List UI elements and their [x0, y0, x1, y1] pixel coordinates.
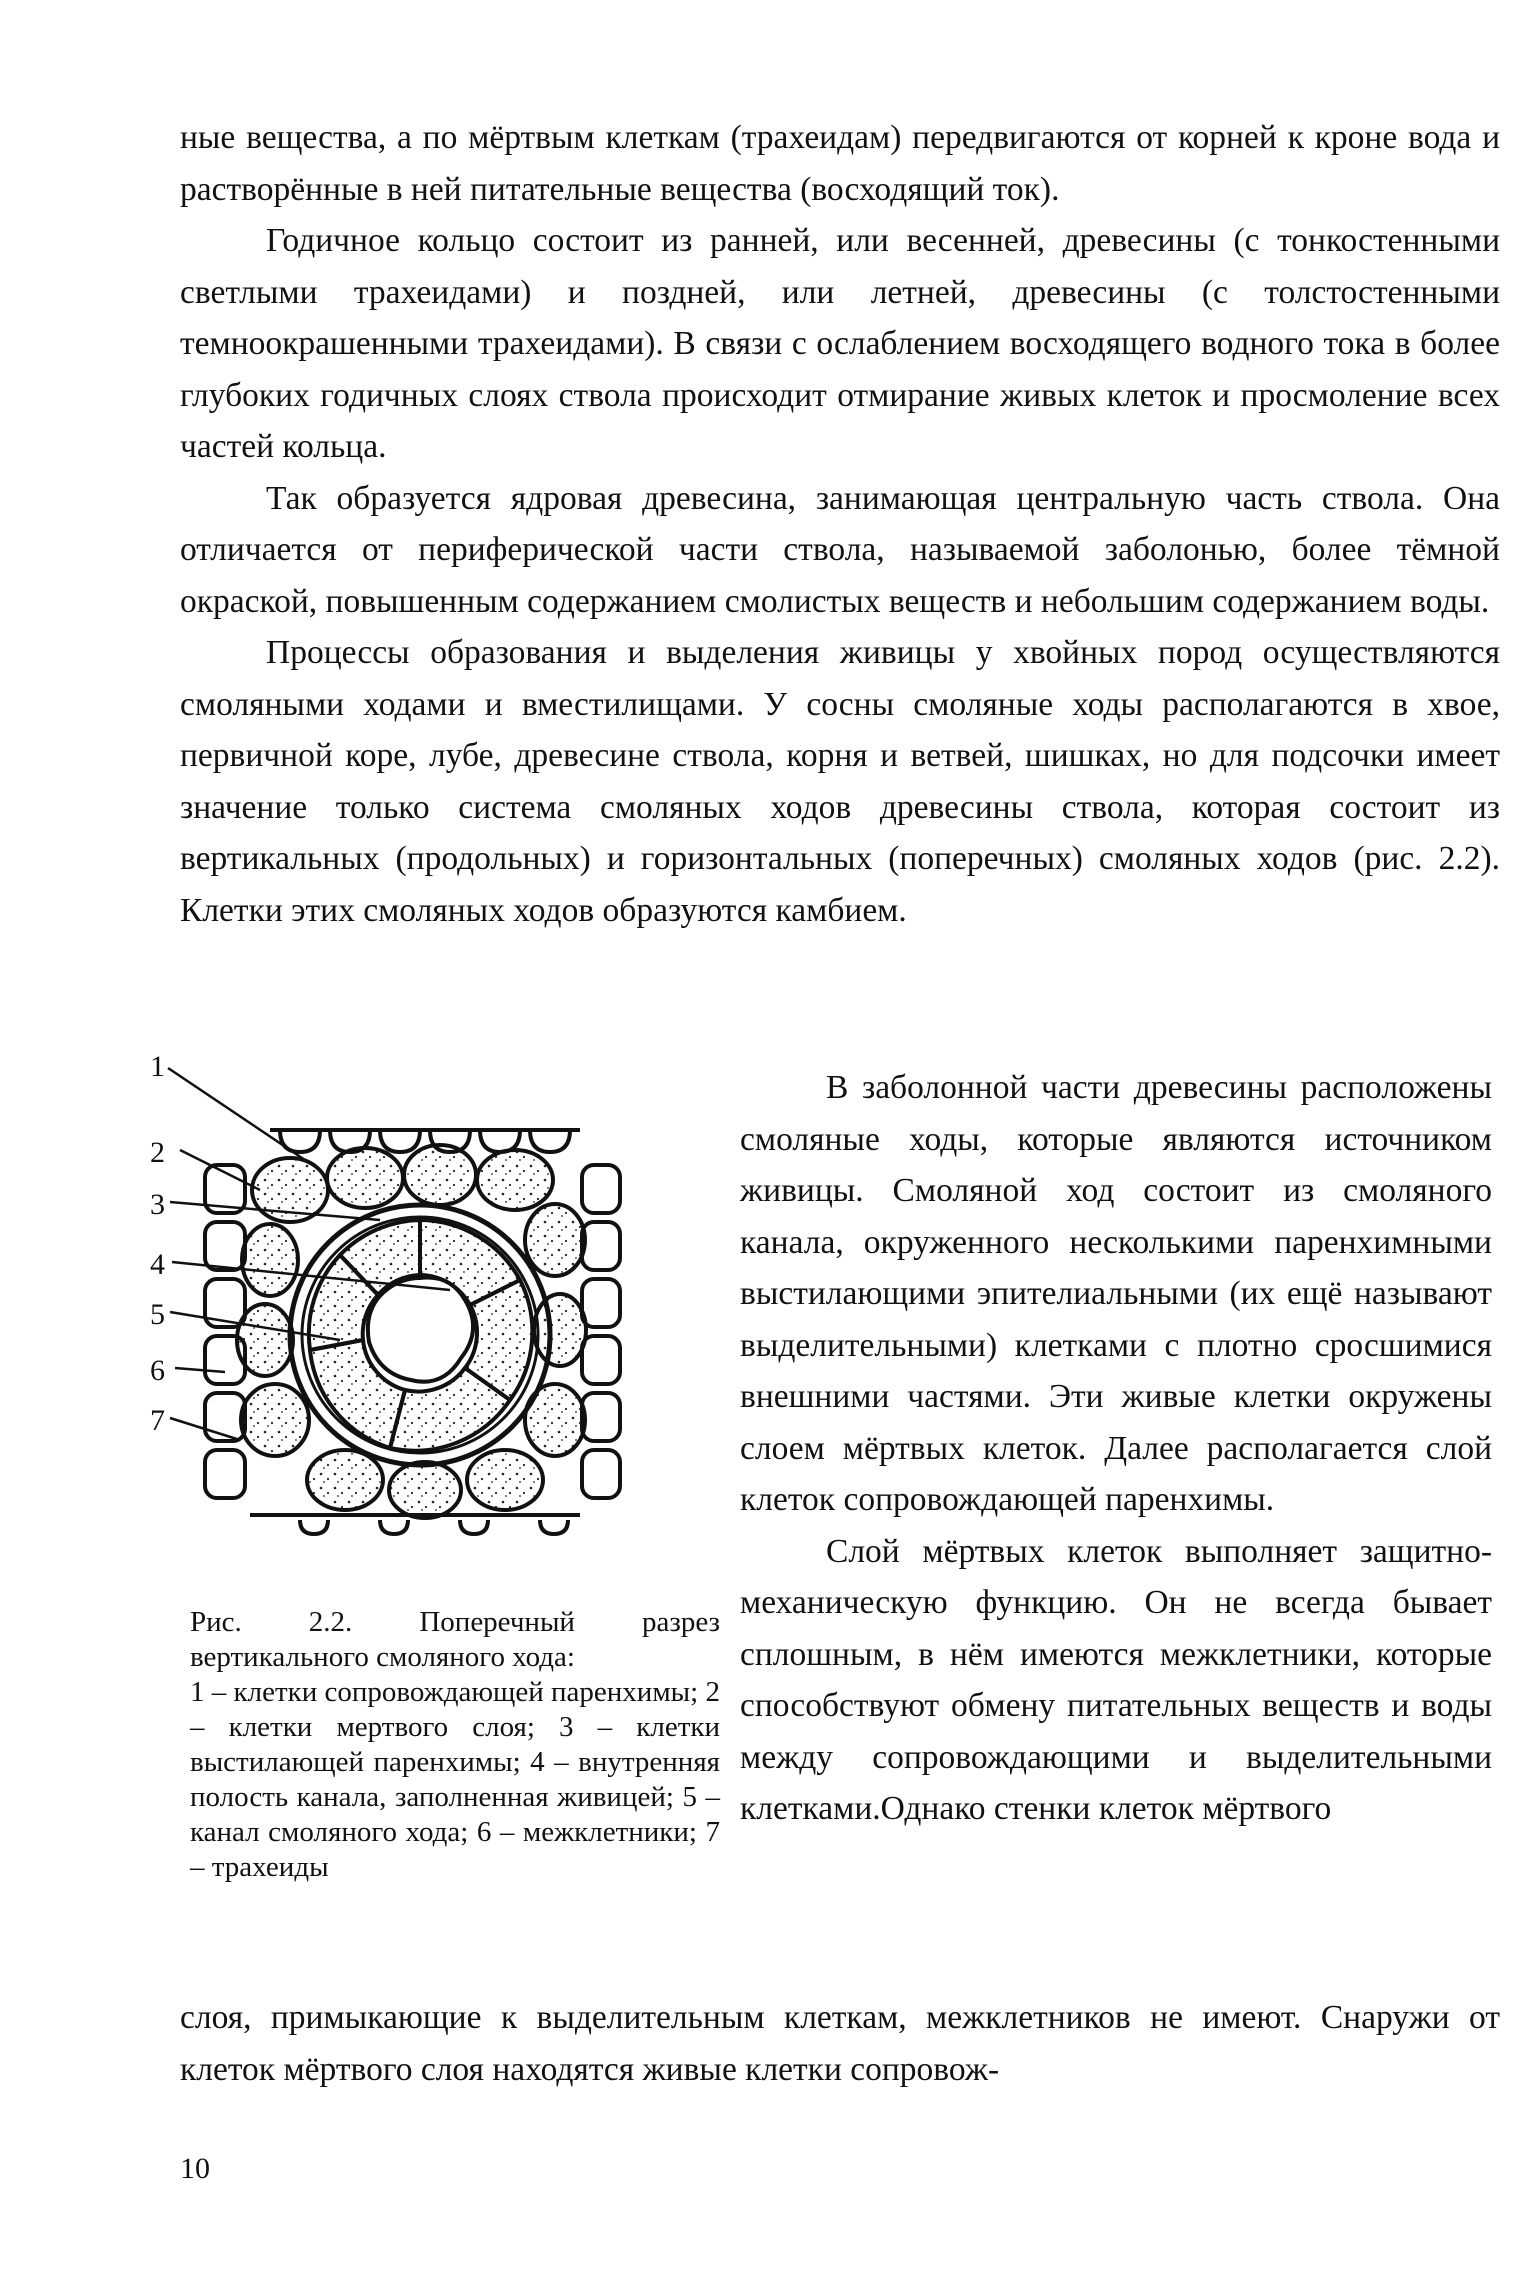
canal-cavity [368, 1277, 473, 1381]
figure-caption [190, 1605, 720, 1885]
figure-label-3: 3 [150, 1188, 165, 1221]
bottom-text-block [180, 1992, 1500, 2095]
paragraph-continuation: ные вещества, а по мёртвым клеткам (трахеидам) передвигаются от корней к кроне вода и растворённые в ней питательные вещества (восходящий ток). [180, 119, 1500, 208]
figure-label-7: 7 [150, 1404, 165, 1437]
caption-title: Рис. 2.2. Поперечный разрез вертикального смоляного хода: [190, 1606, 720, 1673]
resin-duct-diagram [150, 1050, 720, 1610]
page-number: 10 [180, 2152, 210, 2185]
figure-label-5: 5 [150, 1298, 165, 1331]
paragraph-annual-ring: Годичное кольцо состоит из ранней, или весенней, древесины (с тонкостенными светлыми трахеидами) и поздней, или летней, древесины (с толстостенными темноокрашенными трахеидами). В связи с ослаблением восходящего водного тока в более глубоких годичных слоях ствола происходит отмирание живых клеток и просмоление всех частей кольца. [180, 222, 1500, 465]
right-column-text [740, 1062, 1492, 1835]
figure-label-6: 6 [150, 1354, 165, 1387]
paragraph-resin-ducts: Процессы образования и выделения живицы у хвойных пород осуществляются смоляными ходами и вместилищами. У сосны смоляные ходы располагаются в хвое, первичной коре, лубе, древесине ствола, корня и ветвей, шишках, но для подсочки имеет значение только система смоляных ходов древесины ствола, которая состоит из вертикальных (продольных) и горизонтальных (поперечных) смоляных ходов (рис. 2.2). Клетки этих смоляных ходов образуются камбием. [180, 634, 1500, 929]
figure-label-2: 2 [150, 1136, 165, 1169]
paragraph-sapwood: В заболонной части древесины расположены смоляные ходы, которые являются источником живицы. Смоляной ход состоит из смоляного канала, окруженного несколькими паренхимными выстилающими эпителиальными (их ещё называют выделительными) клетками с плотно сросшимися внешними частями. Эти живые клетки окружены слоем мёртвых клеток. Далее располагается слой клеток сопровождающей паренхимы. [740, 1069, 1492, 1518]
figure-label-4: 4 [150, 1248, 165, 1281]
paragraph-bottom: слоя, примыкающие к выделительным клеткам, межклетников не имеют. Снаружи от клеток мёртвого слоя находятся живые клетки сопровож- [180, 1999, 1500, 2088]
top-text-block [180, 112, 1500, 936]
figure-label-1: 1 [150, 1050, 165, 1083]
paragraph-dead-layer: Слой мёртвых клеток выполняет защитно-механическую функцию. Он не всегда бывает сплошным, в нём имеются межклетники, которые способствуют обмену питательных веществ и воды между сопровождающими и выделительными клетками.Однако стенки клеток мёртвого [740, 1532, 1492, 1827]
paragraph-heartwood: Так образуется ядровая древесина, занимающая центральную часть ствола. Она отличается от периферической части ствола, называемой заболонью, более тёмной окраской, повышенным содержанием смолистых веществ и небольшим содержанием воды. [180, 479, 1500, 620]
resin-duct-figure [150, 1050, 720, 1610]
caption-legend: 1 – клетки сопровождающей паренхимы; 2 – клетки мертвого слоя; 3 – клетки выстилающей паренхимы; 4 – внутренняя полость канала, заполненная живицей; 5 – канал смоляного хода; 6 – межклетники; 7 – трахеиды [190, 1676, 720, 1883]
